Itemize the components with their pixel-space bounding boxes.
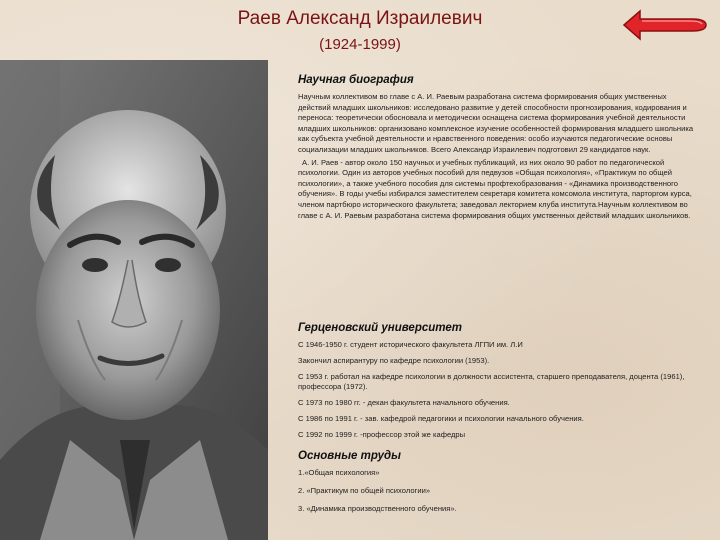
biography-heading: Научная биография: [298, 74, 414, 86]
main-works-section: [298, 450, 703, 522]
herzen-university-section: [298, 322, 703, 446]
biography-paragraph-1: Научным коллективом во главе с А. И. Раевым разработана система формирования общих умственных действий младших школьников: исследовано развитие у детей способности прогнозирования, кодирования и переноса: теоретически обосновала и методически оснащена система формирования учебной деятельности младших школьников: организовано комплексное изучение особенностей формирования младшего школьника как субъекта учебной деятельности и нравственного поведения: особо изучаются педагогические основы социализации младших школьников. Всего Александр Израилевич подготовил 29 кандидатов наук.: [298, 92, 694, 154]
life-dates: (1924-1999): [319, 36, 401, 53]
herzen-item: С 1986 по 1991 г. - зав. кафедрой педагогики и психологии начального обучения.: [298, 414, 584, 424]
portrait-photo-icon: [0, 60, 268, 540]
portrait-photo: [0, 60, 268, 540]
biography-section: [298, 74, 698, 221]
works-heading: Основные труды: [298, 450, 401, 462]
page-title: Раев Александ Израилевич: [237, 8, 483, 29]
herzen-item: С 1953 г. работал на кафедре психологии в должности ассистента, старшего преподавателя, доцента (1961), профессора (1972).: [298, 371, 685, 392]
herzen-heading: Герценовский университет: [298, 322, 462, 334]
herzen-item: С 1992 по 1999 г. -профессор этой же кафедры: [298, 429, 466, 439]
work-item: 3. «Динамика производственного обучения».: [298, 504, 457, 513]
herzen-item: С 1946-1950 г. студент исторического факультета ЛГПИ им. Л.И: [298, 340, 523, 349]
herzen-item: Закончил аспирантуру по кафедре психологии (1953).: [298, 355, 490, 365]
work-item: 1.«Общая психология»: [298, 468, 380, 477]
herzen-item: С 1973 по 1980 гг. - декан факультета начального обучения.: [298, 398, 510, 408]
return-arrow-icon[interactable]: [620, 8, 710, 42]
work-item: 2. «Практикум по общей психологии»: [298, 486, 431, 495]
biography-paragraph-2: А. И. Раев - автор около 150 научных и учебных публикаций, из них около 90 работ по педагогической психологии. Один из авторов учебных пособий для педвузов «Общая психология», «Практикум по общей психологии», а также учебного пособия для системы профтехобразования - «Динамика производственного обучения». В годы учебы избирался заместителем секретаря комитета комсомола института, парторгом курса, членом партбюро исторического факультета; заведовал лекторием клуба института.Научным коллективом во главе с А. И. Раевым разработана система формирования общих умственных действий младших школьников.: [298, 157, 692, 220]
